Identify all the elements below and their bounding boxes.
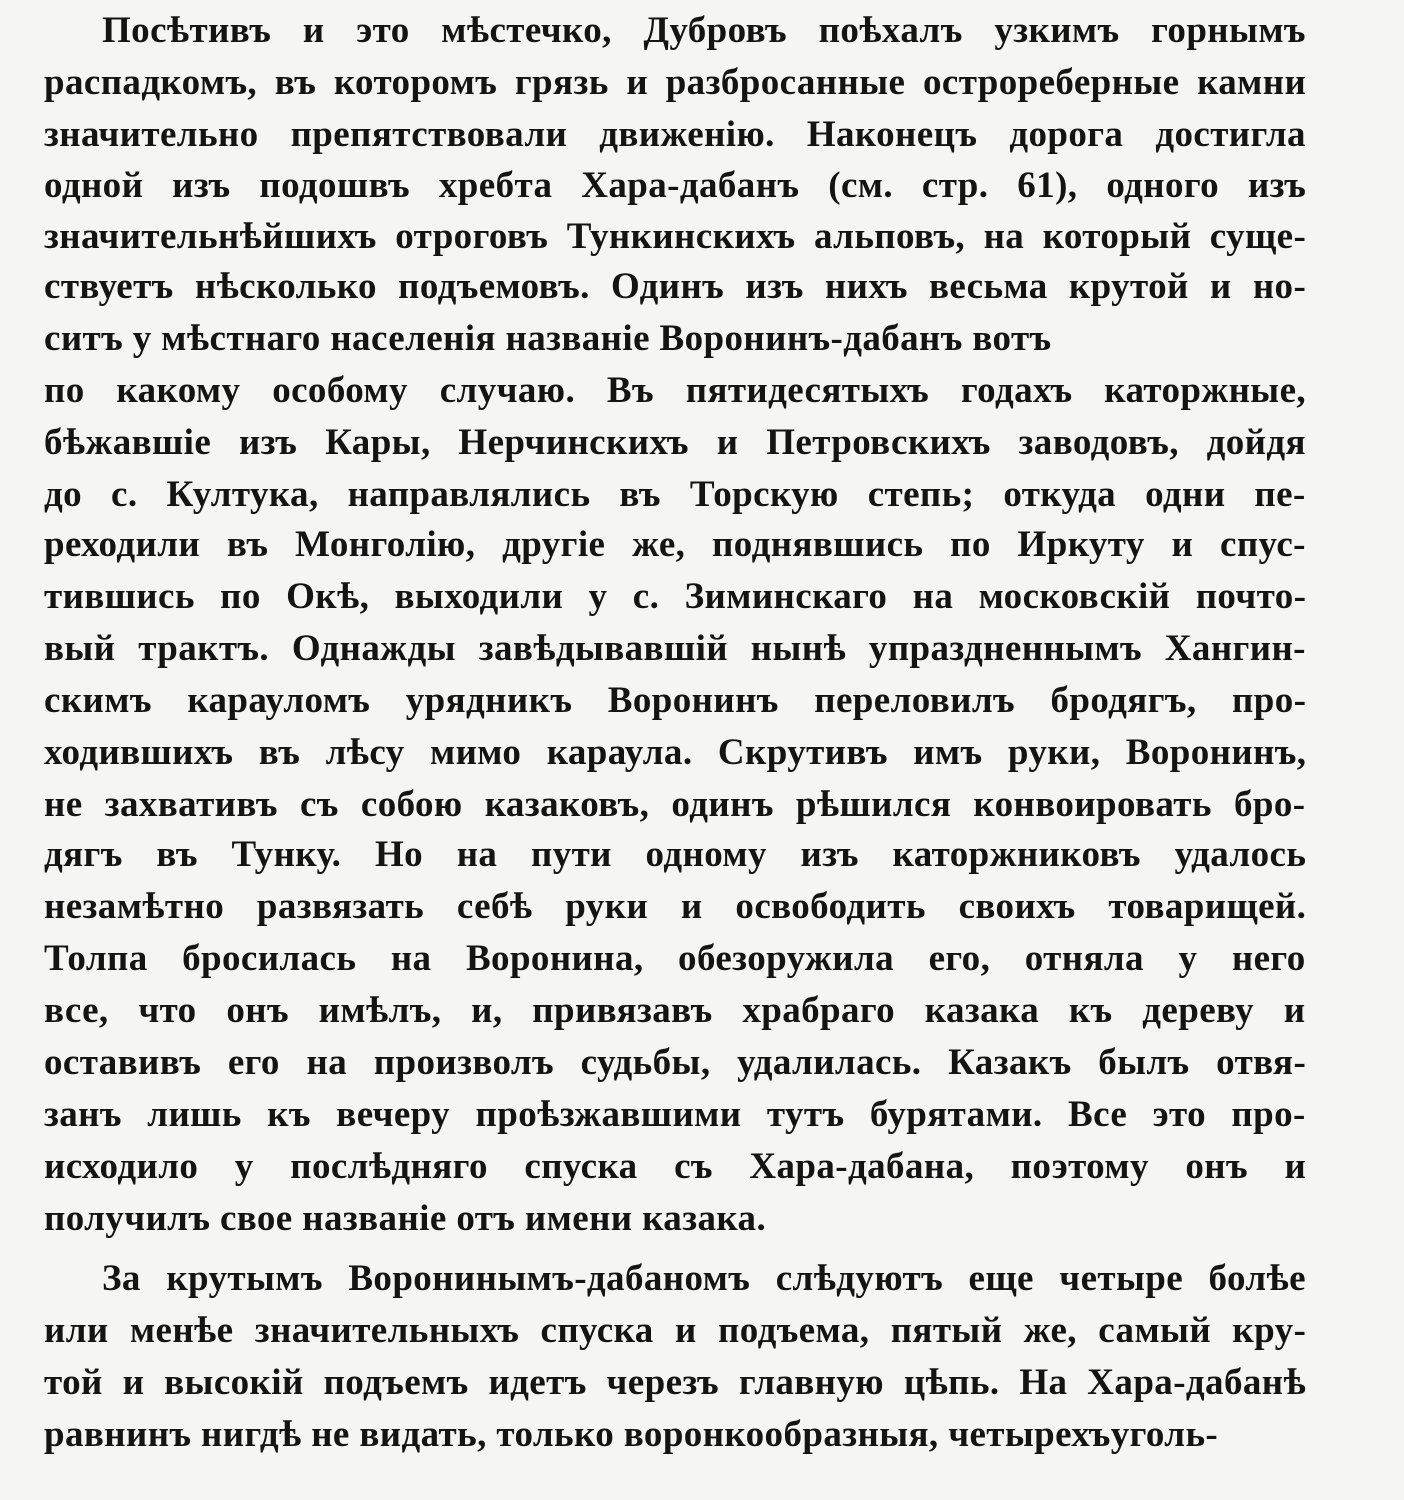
text-line: незамѣтно развязать себѣ руки и освободить своихъ товарищей. — [44, 886, 1307, 927]
text-line: вый трактъ. Однажды завѣдывавшій нынѣ упраздненнымъ Хангин- — [44, 628, 1306, 669]
text-line: оставивъ его на произволъ судьбы, удалилась. Казакъ былъ отвя- — [44, 1042, 1307, 1083]
text-line: одной изъ подошвъ хребта Хара-дабанъ (см. стр. 61), одного изъ — [44, 165, 1307, 206]
text-line: скимъ карауломъ урядникъ Воронинъ переловилъ бродягъ, про- — [44, 680, 1307, 721]
text-line: ситъ у мѣстнаго населенія названіе Воронинъ-дабанъ вотъ — [44, 318, 1052, 359]
text-line: равнинъ нигдѣ не видать, только воронкообразныя, четырехъуголь- — [44, 1414, 1219, 1455]
text-line: реходили въ Монголію, другіе же, поднявшись по Иркуту и спус- — [44, 524, 1306, 565]
text-line: дягъ въ Тунку. Но на пути одному изъ каторжниковъ удалось — [44, 834, 1307, 875]
text-line: ствуетъ нѣсколько подъемовъ. Одинъ изъ нихъ весьма крутой и но- — [44, 266, 1307, 307]
text-line: ходившихъ въ лѣсу мимо караула. Скрутивъ имъ руки, Воронинъ, — [44, 732, 1307, 773]
text-line: получилъ свое названіе отъ имени казака. — [44, 1198, 767, 1239]
text-line: значительнѣйшихъ отроговъ Тункинскихъ альповъ, на который суще- — [44, 216, 1307, 257]
text-line: исходило у послѣдняго спуска съ Хара-дабана, поэтому онъ и — [44, 1146, 1307, 1187]
text-line: распадкомъ, въ которомъ грязь и разбросанные острореберные камни — [44, 62, 1307, 103]
text-line: тившись по Окѣ, выходили у с. Зиминскаго на московскій почто- — [44, 576, 1307, 617]
text-line: значительно препятствовали движенію. Наконецъ дорога достигла — [44, 114, 1306, 155]
text-line: бѣжавшіе изъ Кары, Нерчинскихъ и Петровскихъ заводовъ, дойдя — [44, 422, 1306, 463]
text-line: до с. Култука, направлялись въ Торскую степь; откуда одни пе- — [44, 474, 1306, 515]
paragraph-first-line: Посѣтивъ и это мѣстечко, Дубровъ поѣхалъ узкимъ горнымъ — [102, 10, 1306, 51]
text-line: той и высокій подъемъ идетъ черезъ главную цѣпь. На Хара-дабанѣ — [44, 1362, 1307, 1403]
paragraph-first-line: За крутымъ Воронинымъ-дабаномъ слѣдуютъ еще четыре болѣе — [102, 1258, 1306, 1299]
text-line: все, что онъ имѣлъ, и, привязавъ храбраго казака къ дереву и — [44, 990, 1306, 1031]
text-line: занъ лишь къ вечеру проѣзжавшими тутъ бурятами. Все это про- — [44, 1094, 1306, 1135]
text-line: или менѣе значительныхъ спуска и подъема, пятый же, самый кру- — [44, 1310, 1307, 1351]
text-line: Толпа бросилась на Воронина, обезоружила его, отняла у него — [44, 938, 1306, 979]
text-line: по какому особому случаю. Въ пятидесятыхъ годахъ каторжные, — [44, 370, 1307, 411]
text-line: не захвативъ съ собою казаковъ, одинъ рѣшился конвоировать бро- — [44, 784, 1306, 825]
